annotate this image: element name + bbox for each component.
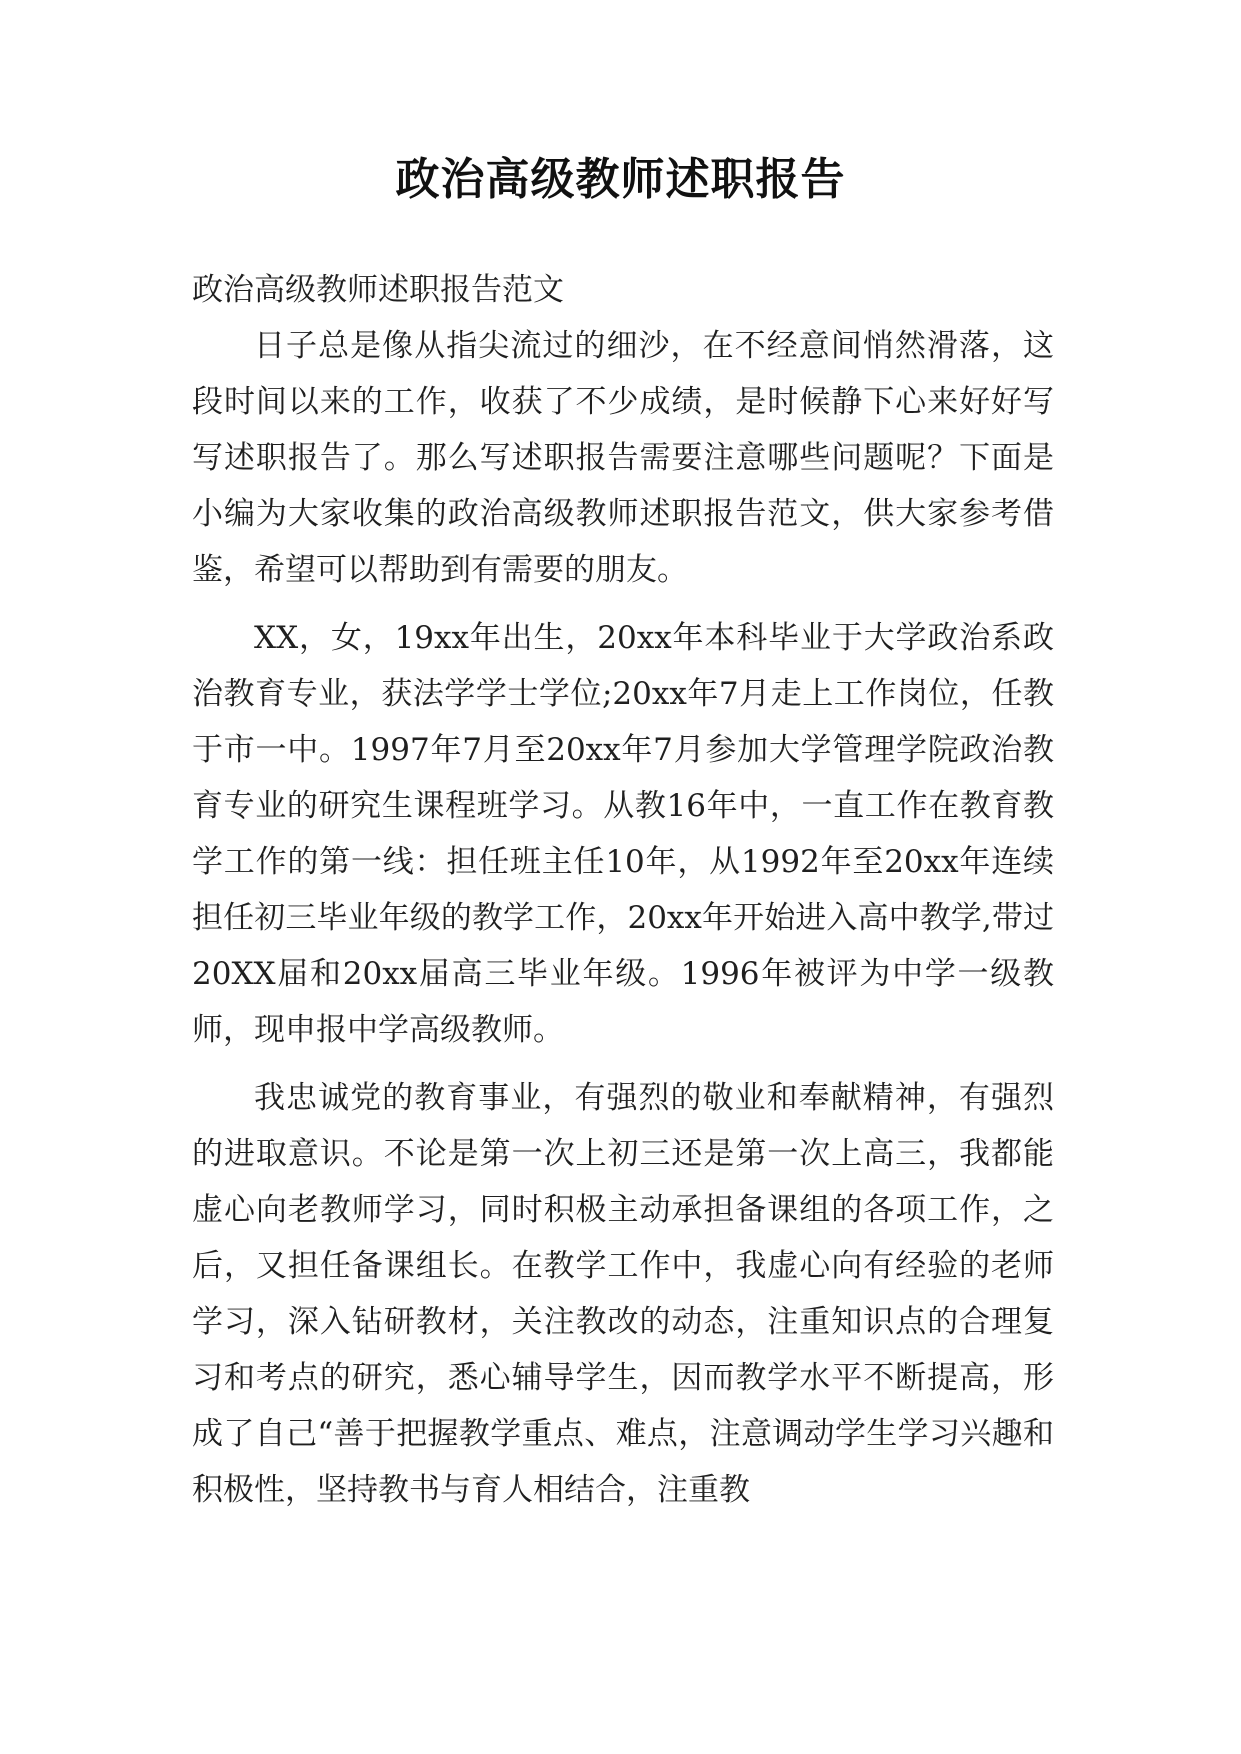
paragraph-intro: 日子总是像从指尖流过的细沙，在不经意间悄然滑落，这段时间以来的工作，收获了不少成绩，是时候静下心来好好写写述职报告了。那么写述职报告需要注意哪些问题呢？下面是小编为大家收集的政治高级教师述职报告范文，供大家参考借鉴，希望可以帮助到有需要的朋友。 — [192, 328, 1054, 588]
document-subtitle: 政治高级教师述职报告范文 — [192, 272, 564, 308]
document-title: 政治高级教师述职报告 — [395, 154, 846, 205]
paragraph-biography: XX，女，19xx年出生，20xx年本科毕业于大学政治系政治教育专业，获法学学士学位;20xx年7月走上工作岗位，任教于市一中。1997年7月至20xx年7月参加大学管理学院政治教育专业的研究生课程班学习。从教16年中，一直工作在教育教学工作的第一线：担任班主任10年，从1992年至20xx年连续担任初三毕业年级的教学工作，20xx年开始进入高中教学,带过20XX届和20xx届高三毕业年级。1996年被评为中学一级教师，现申报中学高级教师。 — [192, 620, 1054, 1048]
paragraph-work-attitude: 我忠诚党的教育事业，有强烈的敬业和奉献精神，有强烈的进取意识。不论是第一次上初三还是第一次上高三，我都能虚心向老教师学习，同时积极主动承担备课组的各项工作，之后，又担任备课组长。在教学工作中，我虚心向有经验的老师学习，深入钻研教材，关注教改的动态，注重知识点的合理复习和考点的研究，悉心辅导学生，因而教学水平不断提高，形成了自己“善于把握教学重点、难点，注意调动学生学习兴趣和积极性，坚持教书与育人相结合，注重教 — [192, 1080, 1054, 1508]
document-body — [192, 262, 1054, 1518]
